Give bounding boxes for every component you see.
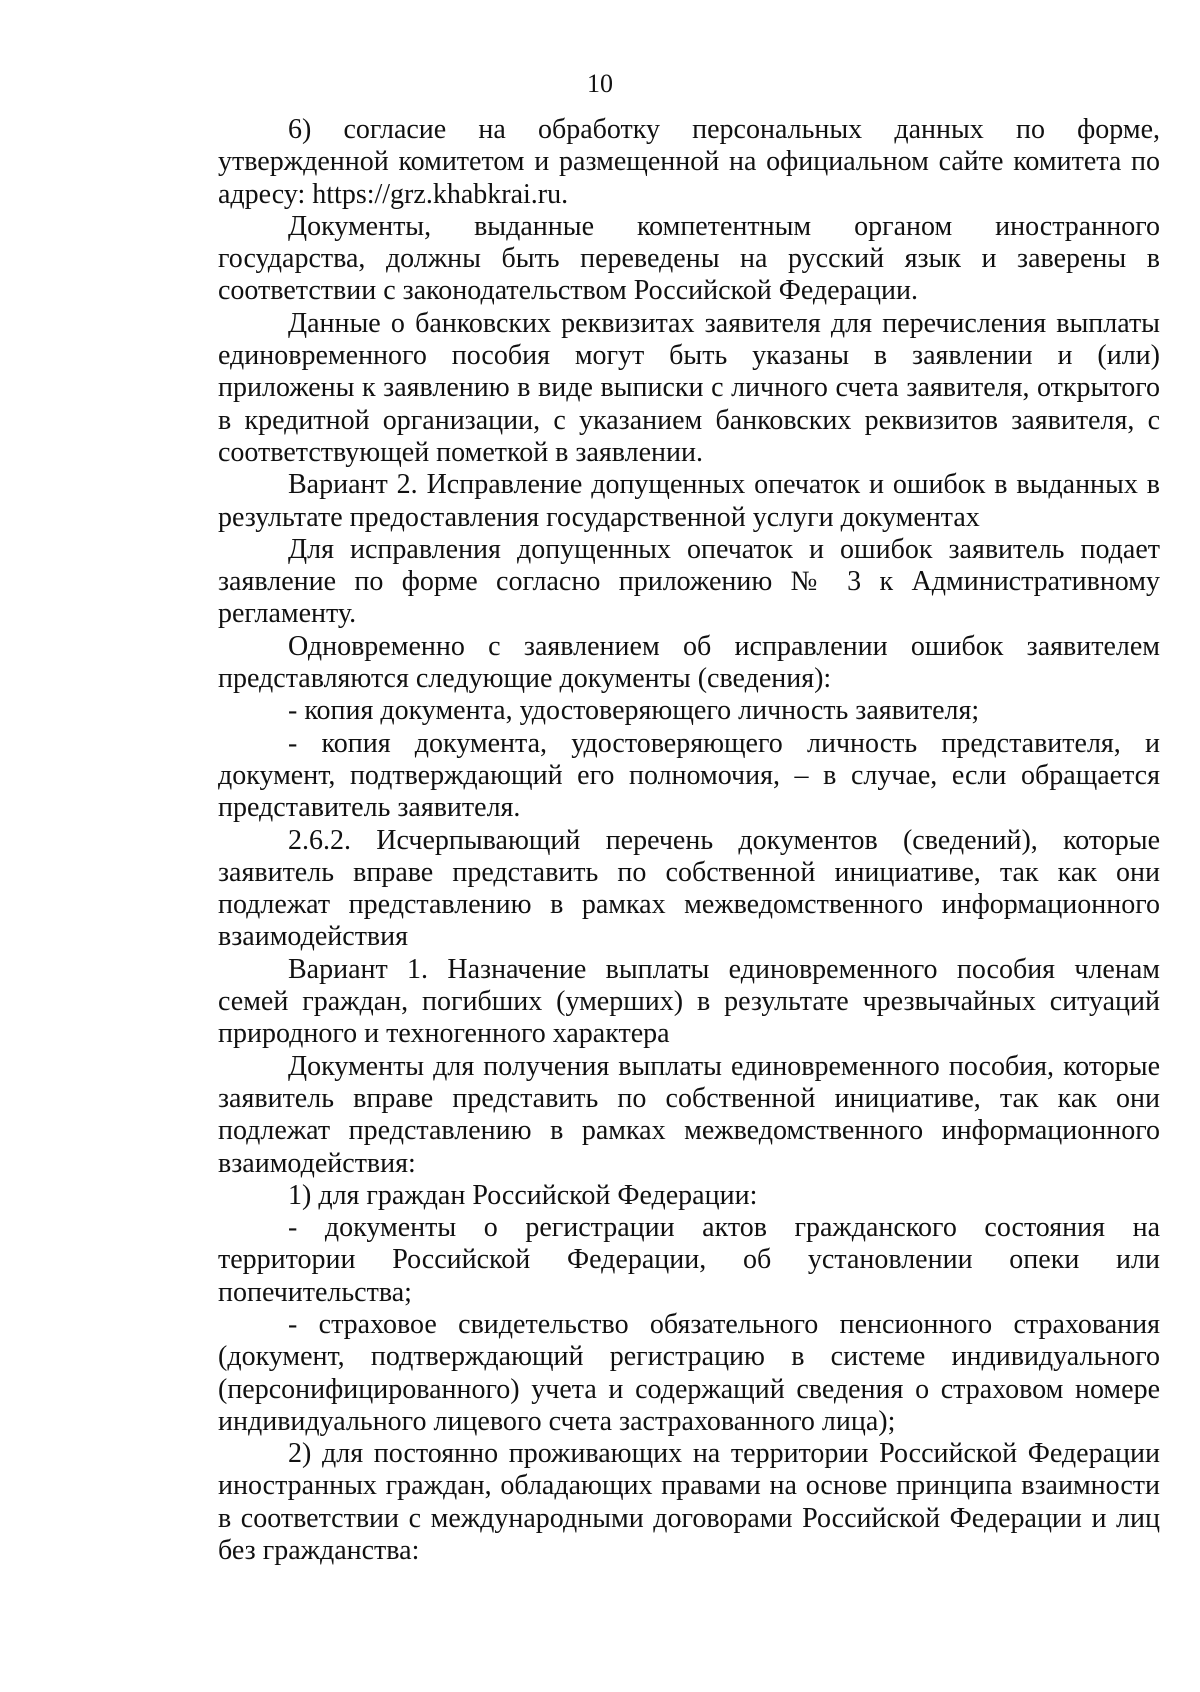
list-item-representative-id-copy: - копия документа, удостоверяющего личность представителя, и документ, подтверждающий его полномочия, – в случае, если обращается представитель заявителя. (218, 727, 1160, 824)
page-number: 10 (587, 69, 613, 98)
paragraph-consent: 6) согласие на обработку персональных данных по форме, утвержденной комитетом и размещенной на официальном сайте комитета по адресу: https://grz.khabkrai.ru. (218, 114, 1160, 210)
paragraph-section-2-6-2: 2.6.2. Исчерпывающий перечень документов (сведений), которые заявитель вправе представить по собственной инициативе, так как они подлежат представлению в рамках межведомственного информационного взаимодействия (218, 824, 1160, 953)
paragraph-bank-details: Данные о банковских реквизитах заявителя для перечисления выплаты единовременного пособия могут быть указаны в заявлении и (или) приложены к заявлению в виде выписки с личного счета заявителя, открытого в кредитной организации, с указанием банковских реквизитов заявителя, с соответствующей пометкой в заявлении. (218, 307, 1160, 468)
paragraph-documents-own-initiative: Документы для получения выплаты единовременного пособия, которые заявитель вправе представить по собственной инициативе, так как они подлежат представлению в рамках межведомственного информационного взаимодействия: (218, 1050, 1160, 1179)
paragraph-foreign-documents: Документы, выданные компетентным органом иностранного государства, должны быть переведены на русский язык и заверены в соответствии с законодательством Российской Федерации. (218, 210, 1160, 307)
list-heading-foreign-citizens: 2) для постоянно проживающих на территории Российской Федерации иностранных граждан, обладающих правами на основе принципа взаимности в соответствии с международными договорами Российской Федерации и лиц без гражданства: (218, 1438, 1160, 1567)
list-item-pension-insurance-certificate: - страховое свидетельство обязательного пенсионного страхования (документ, подтверждающий регистрацию в системе индивидуального (персонифицированного) учета и содержащий сведения о страховом номере индивидуального лицевого счета застрахованного лица); (218, 1308, 1160, 1437)
list-item-applicant-id-copy: - копия документа, удостоверяющего личность заявителя; (288, 695, 980, 727)
list-item-civil-status-documents: - документы о регистрации актов гражданского состояния на территории Российской Федерации, об установлении опеки или попечительства; (218, 1212, 1160, 1308)
paragraph-variant-2-heading: Вариант 2. Исправление допущенных опечаток и ошибок в выданных в результате предоставления государственной услуги документах (218, 469, 1160, 533)
list-heading-russian-citizens: 1) для граждан Российской Федерации: (288, 1179, 758, 1211)
paragraph-correction-request: Для исправления допущенных опечаток и ошибок заявитель подает заявление по форме согласно приложению № 3 к Административному регламенту. (218, 533, 1160, 630)
document-body (218, 114, 1160, 1567)
paragraph-documents-submitted: Одновременно с заявлением об исправлении ошибок заявителем представляются следующие документы (сведения): (218, 630, 1160, 695)
paragraph-variant-1-heading: Вариант 1. Назначение выплаты единовременного пособия членам семей граждан, погибших (умерших) в результате чрезвычайных ситуаций природного и техногенного характера (218, 953, 1160, 1050)
